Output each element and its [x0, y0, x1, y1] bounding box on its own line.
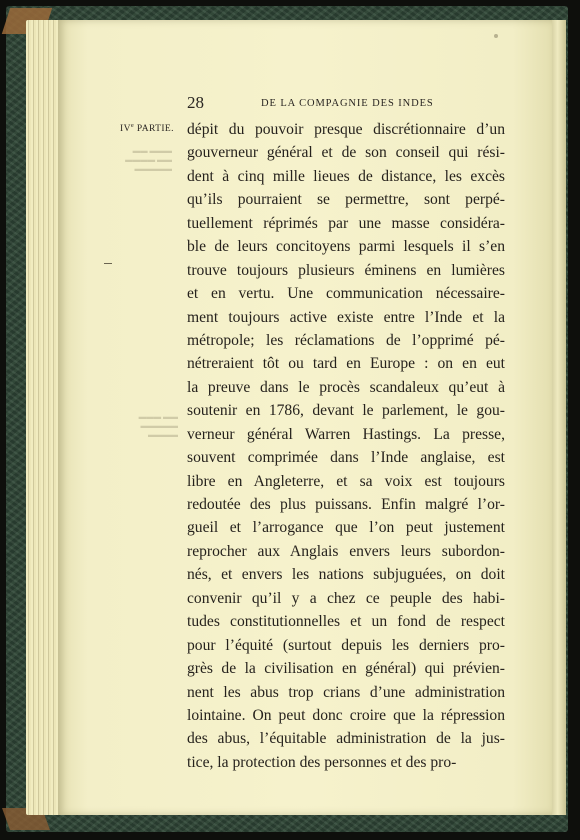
text-line: métropole; les réclamations de l’opprimé pé- [187, 331, 505, 349]
text-line: gouverneur général et de son conseil qui rési- [187, 144, 505, 162]
paper-speck [494, 34, 498, 38]
text-line: nés, et envers les nations subjuguées, on doit [187, 566, 505, 584]
text-line: grès de la civilisation en général) qui prévien- [187, 660, 505, 678]
text-line: gueil et l’arrogance que l’on peut justement [187, 519, 505, 537]
text-line: reprocher aux Anglais envers leurs subordon- [187, 542, 505, 560]
text-line: tice, la protection des personnes et des pro- [187, 753, 457, 771]
show-through-text-upper: ▬▬ ▬▬▬ ▬▬▬▬ ▬▬ ▬▬▬▬▬ [125, 146, 172, 173]
text-line: et en vertu. Une communication nécessaire- [187, 285, 505, 303]
text-line: ment toujours active existe entre l’Inde et la [187, 308, 505, 326]
right-page-edge [552, 20, 566, 815]
text-line: pour l’équité (surtout depuis les derniers pro- [187, 636, 505, 654]
running-header [187, 93, 505, 112]
text-line: qu’ils pourraient se permettre, sont perpé- [187, 191, 505, 209]
text-line: nent les abus trop crians d’une administration [187, 683, 505, 701]
text-line: tudes constitutionnelles et un fond de respect [187, 613, 505, 631]
text-line: dent à cinq mille lieues de distance, les excès [187, 167, 505, 185]
part-numeral: IV [120, 124, 131, 135]
text-line: soutenir en 1786, devant le parlement, le gou- [187, 402, 505, 420]
margin-part-label [120, 122, 174, 134]
text-line: redoutée des plus puissans. Enfin malgré l’or- [187, 496, 505, 513]
text-line: convenir qu’il y a chez ce peuple des habi- [187, 589, 505, 607]
text-line: des abus, l’équitable administration de la jus- [187, 730, 505, 748]
text-line: verneur général Warren Hastings. La presse, [187, 425, 505, 443]
text-line: libre en Angleterre, et sa voix est toujours [187, 472, 505, 490]
text-line: ble de leurs concitoyens parmi lesquels il s’en [187, 238, 505, 256]
text-line: dépit du pouvoir presque discrétionnaire d’un [187, 121, 505, 138]
running-title: DE LA COMPAGNIE DES INDES [261, 98, 434, 109]
text-line: souvent comprimée dans l’Inde anglaise, est [187, 449, 505, 467]
text-line: lointaine. On peut donc croire que la répression [187, 706, 505, 724]
text-line: la preuve dans le procès scandaleux qu’eut à [187, 378, 505, 396]
body-text [187, 118, 505, 774]
margin-mark [104, 263, 112, 264]
text-line: tuellement réprimés par une masse considéra- [187, 214, 505, 232]
part-suffix: e [130, 122, 135, 129]
page-number: 28 [187, 93, 204, 112]
text-line: nétreraient tôt ou tard en Europe : on en eut [187, 355, 505, 373]
part-word: PARTIE. [136, 124, 174, 135]
show-through-text-lower: ▬▬▬ ▬▬ ▬▬▬▬▬ ▬▬▬▬ [138, 412, 178, 439]
text-line: trouve toujours plusieurs éminens en lumières [187, 261, 505, 279]
